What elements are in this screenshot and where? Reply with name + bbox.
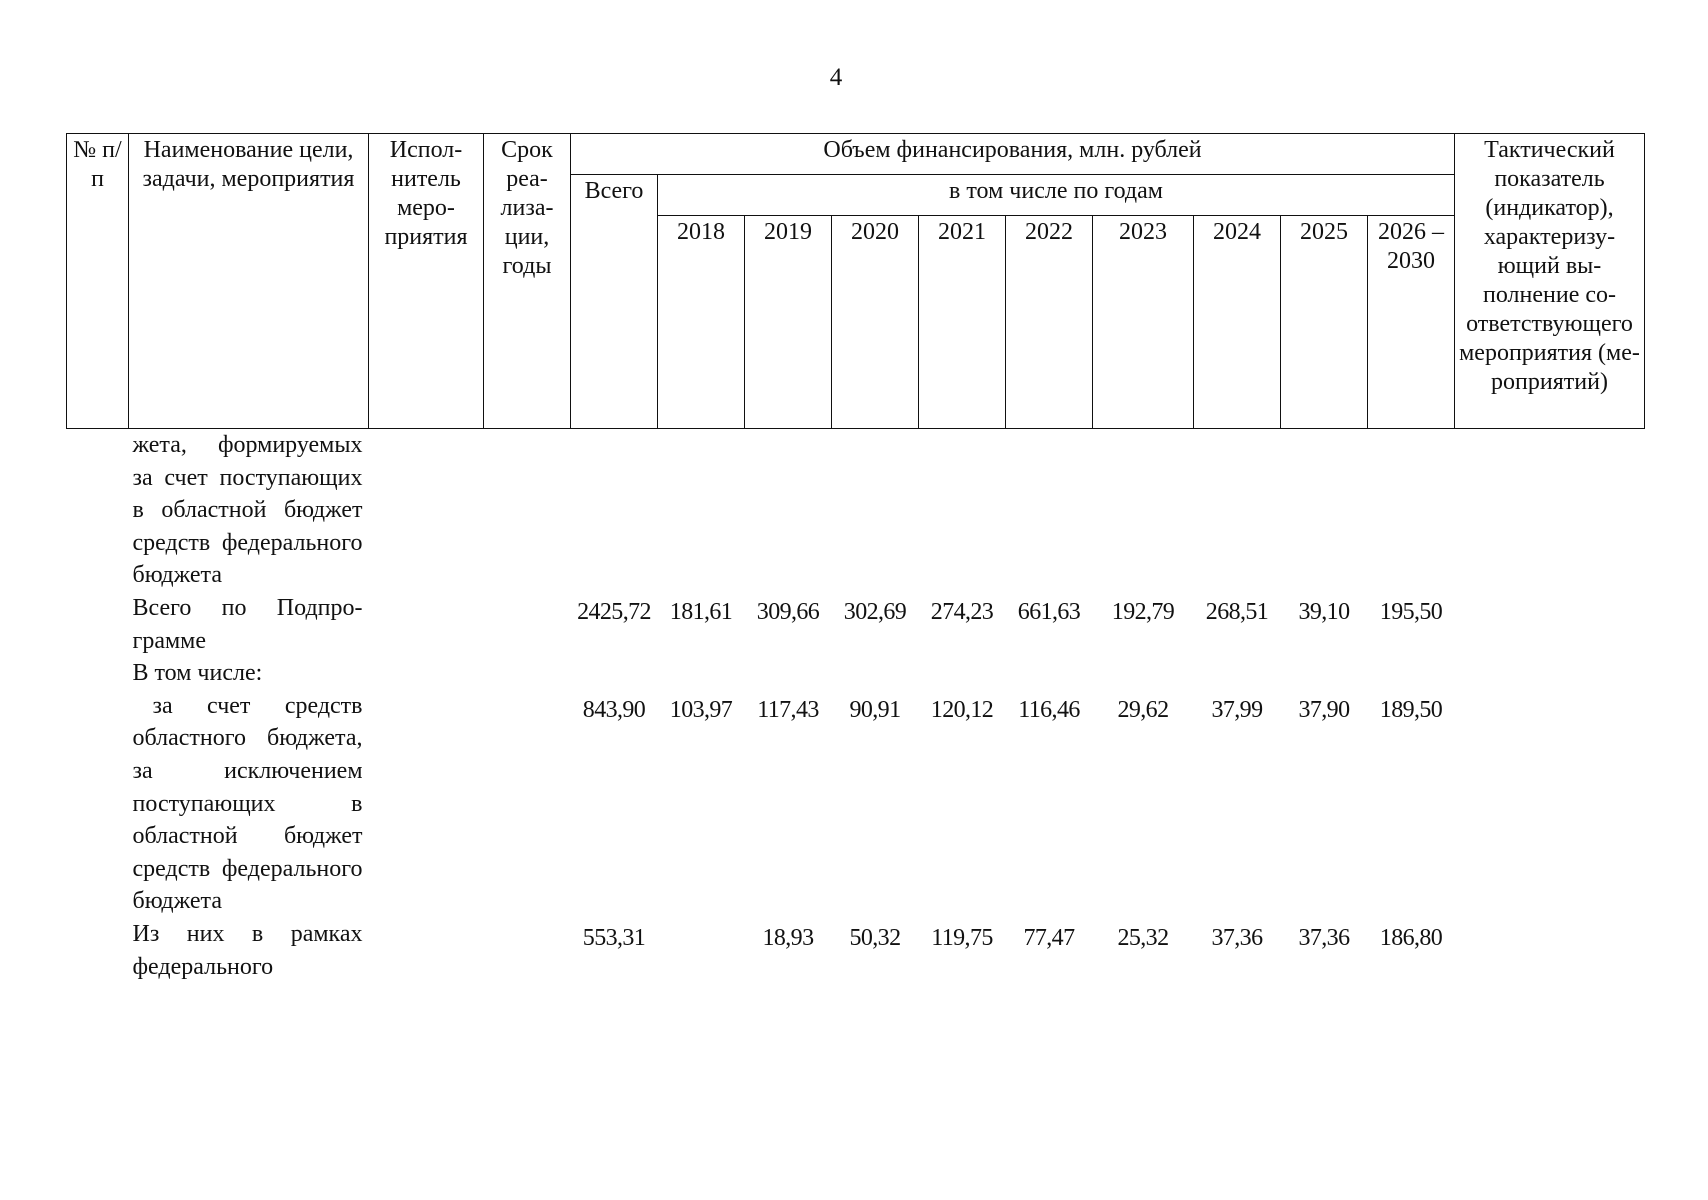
header-year: 2022	[1006, 216, 1093, 429]
row-name: В том числе:	[132, 660, 263, 687]
header-num: № п/п	[67, 134, 129, 429]
row-name: жета, формируемых за счет поступающих в областной бюджет средств федерального бюджета	[132, 432, 363, 589]
row-value	[1368, 429, 1455, 592]
header-funding: Объем финансирования, млн. рублей	[571, 134, 1455, 175]
header-year: 2018	[658, 216, 745, 429]
table-header	[67, 134, 1645, 429]
row-value: 29,62	[1117, 696, 1169, 723]
header-name: Наименование цели, задачи, мероприятия	[129, 134, 369, 429]
row-total: 2425,72	[577, 598, 651, 625]
header-year: 2026 – 2030	[1368, 216, 1455, 429]
row-value: 37,36	[1298, 924, 1350, 951]
row-value	[1281, 429, 1368, 592]
row-total: 843,90	[582, 696, 646, 723]
row-value: 37,90	[1298, 696, 1350, 723]
row-value	[1194, 429, 1281, 592]
row-value: 50,32	[849, 924, 901, 951]
header-year: 2023	[1093, 216, 1194, 429]
row-value: 39,10	[1298, 598, 1350, 625]
row-value: 77,47	[1023, 924, 1075, 951]
row-value	[1093, 429, 1194, 592]
row-value	[1368, 657, 1455, 690]
row-value: 18,93	[762, 924, 814, 951]
row-value	[745, 657, 832, 690]
row-value: 302,69	[843, 598, 907, 625]
page-number: 4	[829, 64, 843, 91]
row-value: 661,63	[1017, 598, 1081, 625]
row-value: 268,51	[1205, 598, 1269, 625]
row-value: 181,61	[669, 598, 733, 625]
row-value: 189,50	[1379, 696, 1443, 723]
row-value: 37,99	[1211, 696, 1263, 723]
row-value	[658, 918, 745, 983]
funding-table	[66, 133, 1645, 983]
table-row	[67, 690, 1645, 918]
row-value	[832, 429, 919, 592]
row-name: за счет средств областного бюджета, за исключением поступающих в областной бюджет средств федерального бюджета	[132, 692, 363, 915]
header-year: 2024	[1194, 216, 1281, 429]
row-value: 37,36	[1211, 924, 1263, 951]
row-value: 186,80	[1379, 924, 1443, 951]
table-row	[67, 592, 1645, 657]
header-executor: Исполнитель мероприятия	[369, 134, 484, 429]
header-indicator: Тактический показатель (индикатор), характеризующий выполнение соответствующего мероприятия (мероприятий)	[1455, 134, 1645, 429]
row-value	[919, 657, 1006, 690]
header-year: 2019	[745, 216, 832, 429]
row-value	[745, 429, 832, 592]
header-total: Всего	[571, 175, 658, 429]
row-name: Всего по Подпрограмме	[132, 594, 363, 654]
row-value: 119,75	[931, 924, 993, 951]
row-value: 120,12	[930, 696, 994, 723]
row-value	[658, 429, 745, 592]
row-value: 192,79	[1111, 598, 1175, 625]
header-year: 2020	[832, 216, 919, 429]
table-row	[67, 657, 1645, 690]
row-value	[1006, 429, 1093, 592]
row-value: 274,23	[930, 598, 994, 625]
row-value: 25,32	[1117, 924, 1169, 951]
row-value: 103,97	[669, 696, 733, 723]
row-value	[832, 657, 919, 690]
table-row	[67, 429, 1645, 592]
row-value: 309,66	[756, 598, 820, 625]
row-value	[1006, 657, 1093, 690]
row-total: 553,31	[582, 924, 646, 951]
row-value	[1093, 657, 1194, 690]
row-value	[1194, 657, 1281, 690]
table-body	[67, 429, 1645, 984]
table-row	[67, 918, 1645, 983]
header-by-years: в том числе по годам	[658, 175, 1455, 216]
funding-table-wrapper	[66, 133, 1645, 983]
row-value	[919, 429, 1006, 592]
header-year: 2021	[919, 216, 1006, 429]
header-period: Срок реализации, годы	[484, 134, 571, 429]
row-value	[658, 657, 745, 690]
row-value: 116,46	[1018, 696, 1080, 723]
row-value: 90,91	[849, 696, 901, 723]
row-value: 195,50	[1379, 598, 1443, 625]
row-total	[571, 429, 658, 592]
row-value	[1281, 657, 1368, 690]
row-value: 117,43	[757, 696, 819, 723]
row-total	[571, 657, 658, 690]
row-name: Из них в рамках федерального	[132, 920, 363, 980]
header-year: 2025	[1281, 216, 1368, 429]
